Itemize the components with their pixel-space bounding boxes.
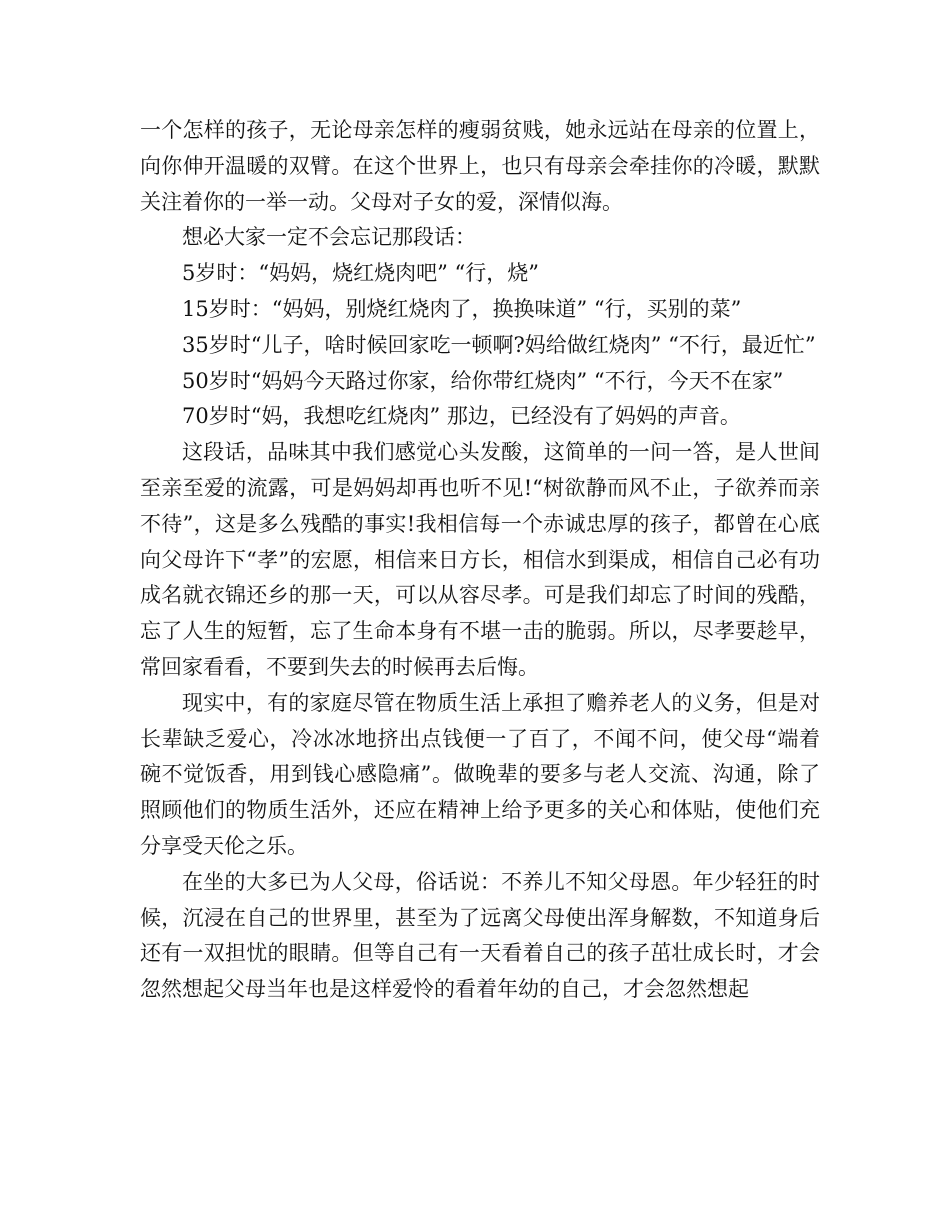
paragraph-age-5: 5岁时：“妈妈，烧红烧肉吧” “行，烧” (182, 261, 539, 286)
paragraph-reflection: 这段话，品味其中我们感觉心头发酸，这简单的一问一答，是人世间至亲至爱的流露，可是妈妈却再也听不见!“树欲静而风不止，子欲养而亲不待”，这是多么残酷的事实!我相信每一个赤诚忠厚的孩子，都曾在心底向父母许下“孝”的宏愿，相信来日方长，相信水到渠成，相信自己必有功成名就衣锦还乡的那一天，可以从容尽孝。可是我们却忘了时间的残酷，忘了人生的短暂，忘了生命本身有不堪一击的脆弱。所以，尽孝要趁早，常回家看看，不要到失去的时候再去后悔。 (140, 440, 820, 679)
paragraph-continuation: 一个怎样的孩子，无论母亲怎样的瘦弱贫贱，她永远站在母亲的位置上，向你伸开温暖的双臂。在这个世界上，也只有母亲会牵挂你的冷暖，默默关注着你的一举一动。父母对子女的爱，深情似海。 (140, 118, 820, 214)
document-page (140, 113, 820, 1008)
paragraph-intro: 想必大家一定不会忘记那段话： (182, 225, 476, 250)
paragraph-reality: 现实中，有的家庭尽管在物质生活上承担了赡养老人的义务，但是对长辈缺乏爱心，冷冰冰地挤出点钱便一了百了，不闻不问，使父母“端着碗不觉饭香，用到钱心感隐痛”。做晚辈的要多与老人交流、沟通，除了照顾他们的物质生活外，还应在精神上给予更多的关心和体贴，使他们充分享受天伦之乐。 (140, 690, 820, 858)
paragraph-age-15: 15岁时：“妈妈，别烧红烧肉了，换换味道” “行，买别的菜” (182, 296, 742, 321)
paragraph-parents: 在坐的大多已为人父母，俗话说：不养儿不知父母恩。年少轻狂的时候，沉浸在自己的世界里，甚至为了远离父母使出浑身解数，不知道身后还有一双担忧的眼睛。但等自己有一天看着自己的孩子茁壮成长时，才会忽然想起父母当年也是这样爱怜的看着年幼的自己，才会忽然想起 (140, 869, 820, 1002)
paragraph-age-50: 50岁时“妈妈今天路过你家，给你带红烧肉” “不行，今天不在家” (182, 368, 784, 393)
paragraph-age-35: 35岁时“儿子，啥时候回家吃一顿啊?妈给做红烧肉” “不行，最近忙” (182, 332, 816, 357)
paragraph-age-70: 70岁时“妈，我想吃红烧肉” 那边，已经没有了妈妈的声音。 (182, 404, 741, 429)
